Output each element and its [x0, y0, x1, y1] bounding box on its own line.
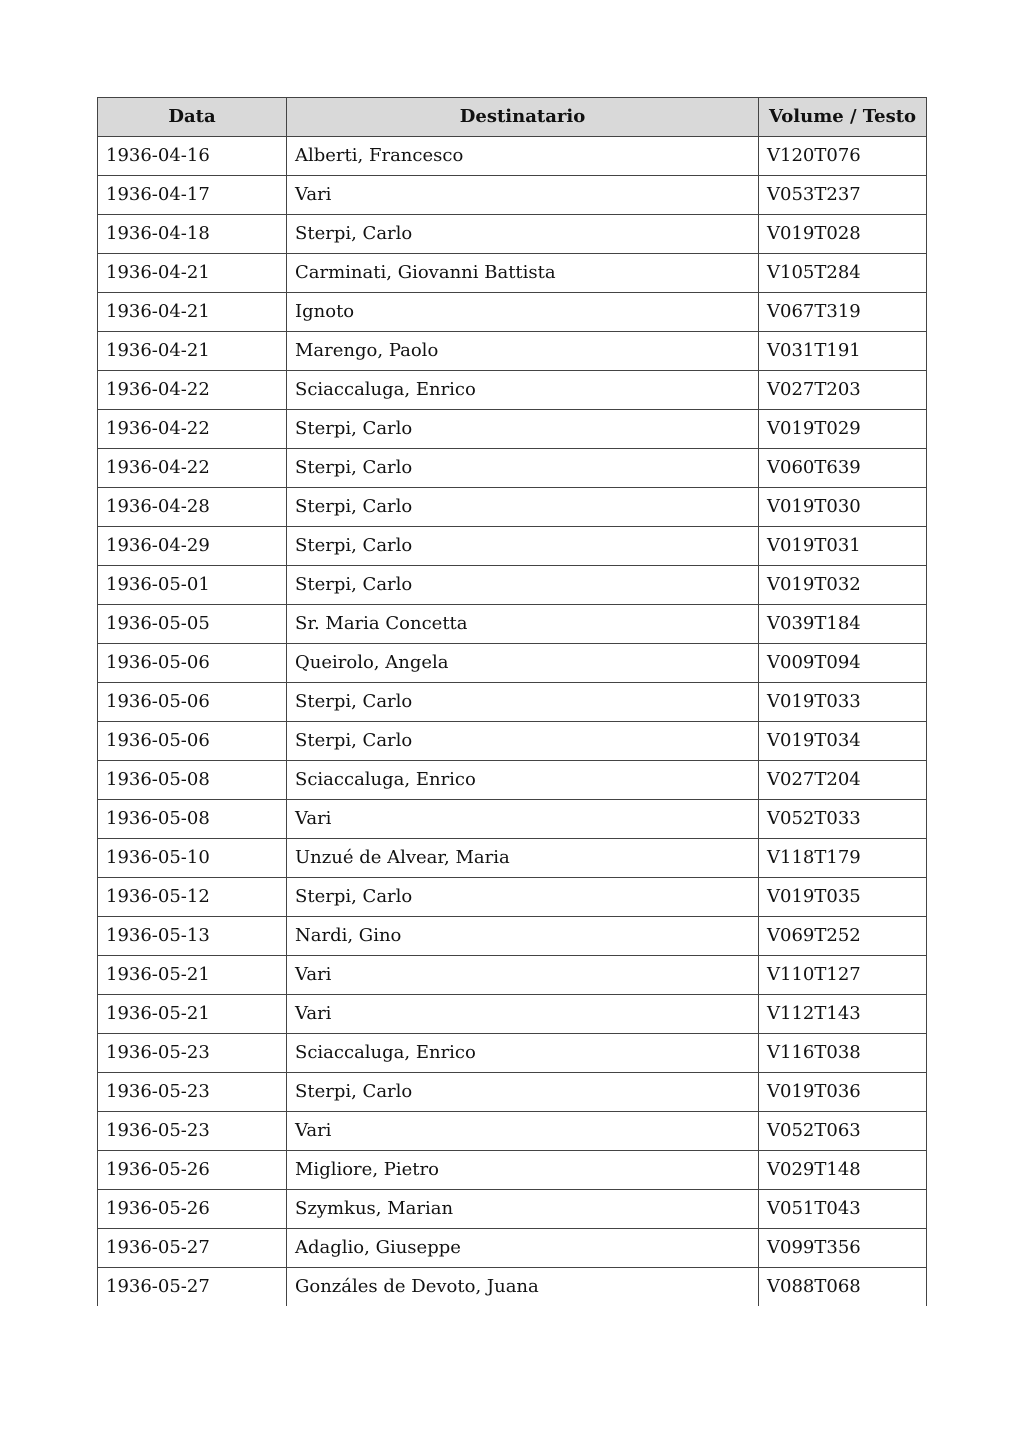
cell-volume-text: V019T034	[759, 722, 927, 761]
table-row	[98, 371, 927, 410]
cell-date: 1936-04-18	[98, 215, 287, 254]
cell-volume-text: V088T068	[759, 1268, 927, 1307]
cell-date: 1936-04-21	[98, 332, 287, 371]
cell-recipient: Sterpi, Carlo	[287, 410, 759, 449]
table-row	[98, 683, 927, 722]
cell-date: 1936-04-29	[98, 527, 287, 566]
cell-date: 1936-04-22	[98, 371, 287, 410]
table-row	[98, 917, 927, 956]
cell-date: 1936-04-21	[98, 254, 287, 293]
cell-volume-text: V019T028	[759, 215, 927, 254]
table-row	[98, 1268, 927, 1307]
cell-date: 1936-05-21	[98, 995, 287, 1034]
cell-volume-text: V053T237	[759, 176, 927, 215]
cell-volume-text: V052T033	[759, 800, 927, 839]
cell-date: 1936-05-23	[98, 1112, 287, 1151]
cell-recipient: Sciaccaluga, Enrico	[287, 761, 759, 800]
header-recipient: Destinatario	[287, 98, 759, 137]
cell-volume-text: V019T029	[759, 410, 927, 449]
cell-volume-text: V019T032	[759, 566, 927, 605]
cell-volume-text: V051T043	[759, 1190, 927, 1229]
table-row	[98, 995, 927, 1034]
table-row	[98, 137, 927, 176]
cell-volume-text: V039T184	[759, 605, 927, 644]
cell-volume-text: V120T076	[759, 137, 927, 176]
cell-date: 1936-04-22	[98, 449, 287, 488]
header-date: Data	[98, 98, 287, 137]
cell-date: 1936-05-21	[98, 956, 287, 995]
cell-date: 1936-04-22	[98, 410, 287, 449]
cell-recipient: Ignoto	[287, 293, 759, 332]
table-row	[98, 956, 927, 995]
table-row	[98, 878, 927, 917]
cell-date: 1936-05-08	[98, 761, 287, 800]
cell-date: 1936-05-27	[98, 1229, 287, 1268]
cell-recipient: Vari	[287, 956, 759, 995]
table-row	[98, 176, 927, 215]
cell-date: 1936-05-06	[98, 644, 287, 683]
cell-recipient: Migliore, Pietro	[287, 1151, 759, 1190]
cell-recipient: Vari	[287, 995, 759, 1034]
cell-recipient: Nardi, Gino	[287, 917, 759, 956]
table-row	[98, 332, 927, 371]
table-row	[98, 1034, 927, 1073]
cell-recipient: Sterpi, Carlo	[287, 1073, 759, 1112]
cell-recipient: Sr. Maria Concetta	[287, 605, 759, 644]
cell-volume-text: V031T191	[759, 332, 927, 371]
cell-recipient: Adaglio, Giuseppe	[287, 1229, 759, 1268]
cell-date: 1936-05-06	[98, 722, 287, 761]
table-row	[98, 644, 927, 683]
cell-volume-text: V099T356	[759, 1229, 927, 1268]
cell-recipient: Sciaccaluga, Enrico	[287, 371, 759, 410]
cell-recipient: Szymkus, Marian	[287, 1190, 759, 1229]
table-row	[98, 449, 927, 488]
cell-recipient: Vari	[287, 800, 759, 839]
table-row	[98, 410, 927, 449]
cell-volume-text: V019T036	[759, 1073, 927, 1112]
table-row	[98, 1190, 927, 1229]
table-row	[98, 1151, 927, 1190]
cell-recipient: Marengo, Paolo	[287, 332, 759, 371]
table-row	[98, 722, 927, 761]
cell-volume-text: V112T143	[759, 995, 927, 1034]
cell-volume-text: V009T094	[759, 644, 927, 683]
cell-recipient: Sciaccaluga, Enrico	[287, 1034, 759, 1073]
cell-volume-text: V029T148	[759, 1151, 927, 1190]
cell-volume-text: V105T284	[759, 254, 927, 293]
table-row	[98, 605, 927, 644]
table-row	[98, 1229, 927, 1268]
cell-volume-text: V116T038	[759, 1034, 927, 1073]
cell-recipient: Sterpi, Carlo	[287, 566, 759, 605]
cell-recipient: Sterpi, Carlo	[287, 878, 759, 917]
cell-date: 1936-05-23	[98, 1073, 287, 1112]
cell-recipient: Gonzáles de Devoto, Juana	[287, 1268, 759, 1307]
cell-date: 1936-05-01	[98, 566, 287, 605]
cell-recipient: Unzué de Alvear, Maria	[287, 839, 759, 878]
cell-volume-text: V019T031	[759, 527, 927, 566]
cell-recipient: Alberti, Francesco	[287, 137, 759, 176]
cell-recipient: Carminati, Giovanni Battista	[287, 254, 759, 293]
cell-date: 1936-05-27	[98, 1268, 287, 1307]
cell-volume-text: V027T203	[759, 371, 927, 410]
letters-table	[97, 97, 927, 1306]
table-row	[98, 293, 927, 332]
cell-volume-text: V019T035	[759, 878, 927, 917]
cell-volume-text: V110T127	[759, 956, 927, 995]
cell-volume-text: V060T639	[759, 449, 927, 488]
table-header	[98, 98, 927, 137]
cell-date: 1936-05-06	[98, 683, 287, 722]
cell-date: 1936-05-10	[98, 839, 287, 878]
cell-volume-text: V069T252	[759, 917, 927, 956]
cell-volume-text: V019T030	[759, 488, 927, 527]
table-row	[98, 761, 927, 800]
table-row	[98, 1112, 927, 1151]
cell-recipient: Sterpi, Carlo	[287, 488, 759, 527]
table-row	[98, 254, 927, 293]
cell-volume-text: V118T179	[759, 839, 927, 878]
table-row	[98, 839, 927, 878]
cell-date: 1936-04-16	[98, 137, 287, 176]
table-row	[98, 215, 927, 254]
cell-recipient: Sterpi, Carlo	[287, 449, 759, 488]
cell-volume-text: V052T063	[759, 1112, 927, 1151]
header-row	[98, 98, 927, 137]
cell-volume-text: V067T319	[759, 293, 927, 332]
cell-volume-text: V019T033	[759, 683, 927, 722]
cell-recipient: Queirolo, Angela	[287, 644, 759, 683]
header-volume-text: Volume / Testo	[759, 98, 927, 137]
cell-recipient: Sterpi, Carlo	[287, 683, 759, 722]
cell-date: 1936-05-12	[98, 878, 287, 917]
cell-date: 1936-04-28	[98, 488, 287, 527]
table-row	[98, 800, 927, 839]
cell-recipient: Vari	[287, 1112, 759, 1151]
cell-volume-text: V027T204	[759, 761, 927, 800]
cell-recipient: Sterpi, Carlo	[287, 722, 759, 761]
table-row	[98, 1073, 927, 1112]
table-row	[98, 527, 927, 566]
table-row	[98, 488, 927, 527]
cell-date: 1936-05-08	[98, 800, 287, 839]
cell-date: 1936-05-26	[98, 1190, 287, 1229]
cell-recipient: Sterpi, Carlo	[287, 527, 759, 566]
cell-recipient: Vari	[287, 176, 759, 215]
cell-date: 1936-05-05	[98, 605, 287, 644]
cell-recipient: Sterpi, Carlo	[287, 215, 759, 254]
table-body	[98, 137, 927, 1307]
cell-date: 1936-05-13	[98, 917, 287, 956]
table-row	[98, 566, 927, 605]
cell-date: 1936-04-21	[98, 293, 287, 332]
cell-date: 1936-05-23	[98, 1034, 287, 1073]
cell-date: 1936-05-26	[98, 1151, 287, 1190]
cell-date: 1936-04-17	[98, 176, 287, 215]
